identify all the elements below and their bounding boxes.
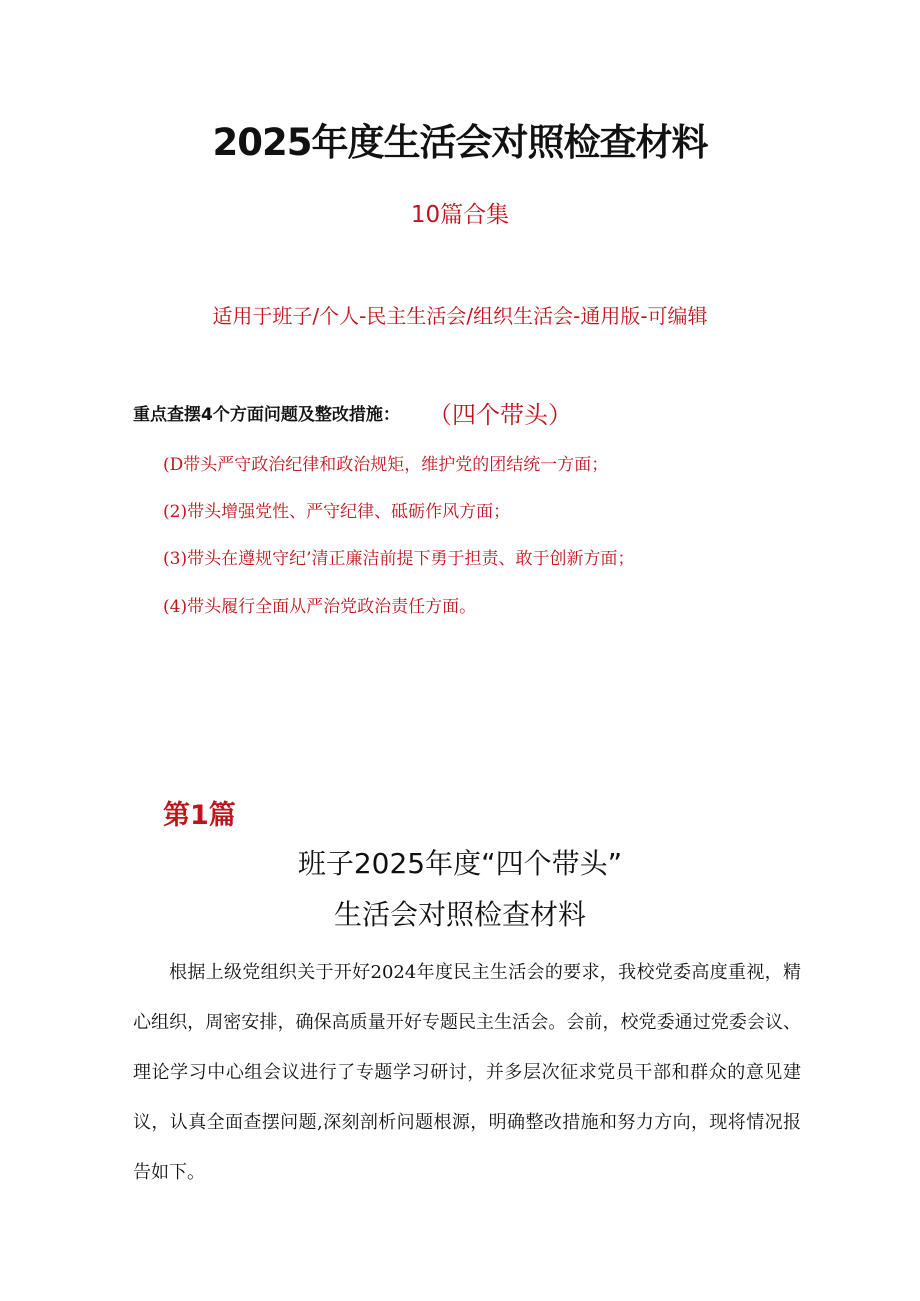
article-title-line2: 生活会对照检查材料: [333, 898, 586, 931]
article-number: 第1篇: [163, 800, 236, 831]
document-subtitle: 10篇合集: [410, 202, 510, 228]
focus-tag: （四个带头）: [428, 401, 572, 429]
focus-label: 重点查摆4个方面问题及整改措施：: [133, 405, 400, 425]
focus-item-3: (3)带头在遵规守纪’清正廉洁前提下勇于担责、敢于创新方面；: [163, 549, 635, 569]
scope-line: 适用于班子/个人-民主生活会/组织生活会-通用版-可编辑: [212, 304, 708, 328]
focus-item-4: (4)带头履行全面从严治党政治责任方面。: [163, 597, 477, 617]
document-title: 2025年度生活会对照检查材料: [212, 121, 708, 164]
article-body: 根据上级党组织关于开好2024年度民主生活会的要求，我校党委高度重视，精心组织，周密安排，确保高质量开好专题民主生活会。会前，校党委通过党委会议、理论学习中心组会议进行了专题学习研讨，并多层次征求党员干部和群众的意见建议，认真全面查摆问题,深刻剖析问题根源，明确整改措施和努力方向，现将情况报告如下。: [133, 962, 801, 1183]
focus-item-2: (2)带头增强党性、严守纪律、砥砺作风方面；: [163, 502, 511, 522]
focus-item-1: (D带头严守政治纪律和政治规矩，维护党的团结统一方面；: [163, 455, 609, 475]
article-title-line1: 班子2025年度“四个带头”: [297, 847, 623, 880]
